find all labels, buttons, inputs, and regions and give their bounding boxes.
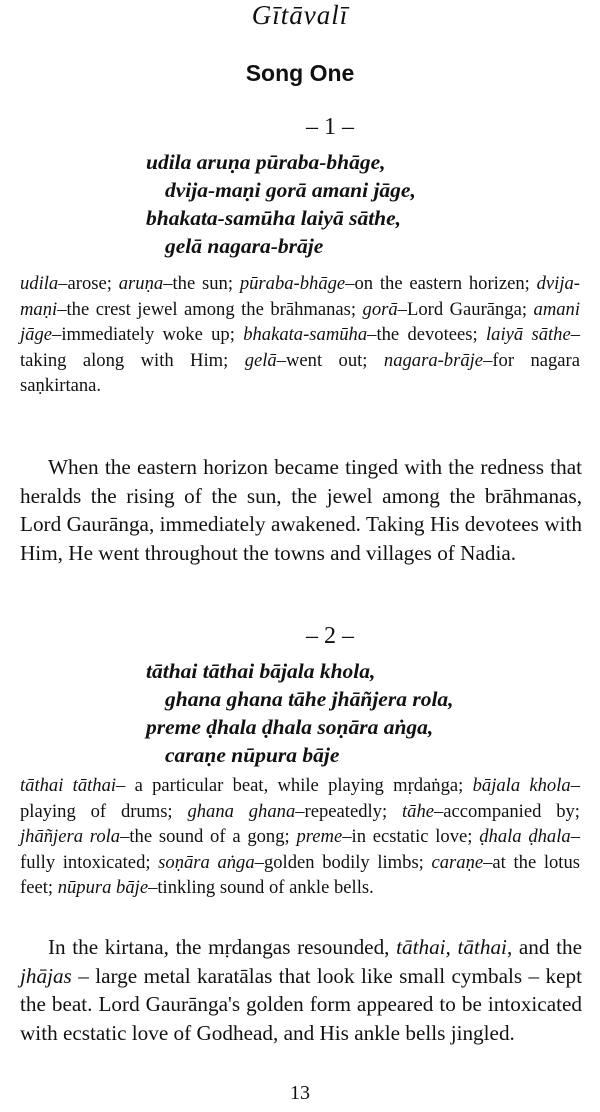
translation-run: , and the <box>506 935 582 959</box>
word-glossary <box>20 773 580 901</box>
translation-paragraph: When the eastern horizon became tinged with the redness that heralds the rising of the sun, the jewel among the brāhmanas, Lord Gaurānga, immediately awakened. Taking His devotees with Him, He went throughout the towns and villages of Nadia. <box>20 455 582 565</box>
glossary-term: pūraba-bhāge <box>239 273 346 294</box>
glossary-meaning: –at the lotus feet; <box>20 851 580 899</box>
glossary-term: tāthai tāthai <box>20 775 117 796</box>
glossary-term: bājala khola <box>472 775 571 796</box>
glossary-meaning: –went out; <box>276 349 384 371</box>
glossary-meaning: –the sound of a gong; <box>120 826 297 848</box>
running-title: Gītāvalī <box>251 0 349 30</box>
glossary-term: caraṇe <box>431 851 484 873</box>
glossary-meaning: –in ecstatic love; <box>342 826 480 848</box>
glossary-meaning: –accompanied by; <box>434 800 580 822</box>
glossary-term: jhāñjera rola <box>20 826 121 848</box>
translation-run: jhājas <box>20 963 72 988</box>
translation-paragraph <box>20 933 582 1047</box>
verse-line: caraṇe nūpura bāje <box>165 743 340 767</box>
glossary-term: gorā <box>362 298 398 320</box>
glossary-term: ghana ghana <box>187 800 296 822</box>
translation-run: tāthai, tāthai <box>396 935 507 959</box>
translation-run: – large metal karatālas that look like small cymbals – kept the beat. Lord Gaurānga's golden form appeared to be intoxicated with ecstatic love of Godhead, and His ankle bells jingled. <box>20 963 582 1045</box>
glossary-term: laiyā sāthe <box>485 324 571 346</box>
glossary-term: bhakata-samūha <box>243 324 368 346</box>
verse-line: ghana ghana tāhe jhāñjera rola, <box>165 687 454 711</box>
glossary-meaning: –repeatedly; <box>295 800 402 822</box>
glossary-term: aruṇa <box>118 273 164 294</box>
translation-run: In the kirtana, the mṛdangas resounded, <box>48 935 397 959</box>
glossary-meaning: –on the eastern horizen; <box>345 273 537 294</box>
glossary-term: soṇāra aṅga <box>158 851 255 873</box>
glossary-term: udila <box>20 273 59 294</box>
glossary-term: gelā <box>244 349 277 371</box>
glossary-meaning: –for nagara saṇkirtana. <box>20 349 580 397</box>
glossary-meaning: –playing of drums; <box>20 775 580 822</box>
glossary-meaning: –immediately woke up; <box>52 324 244 346</box>
glossary-meaning: –the crest jewel among the brāhmanas; <box>57 298 363 320</box>
glossary-term: tāhe <box>401 800 434 822</box>
glossary-meaning: – fully intoxicated; <box>20 826 580 873</box>
verse-line: tāthai tāthai bājala khola, <box>146 659 376 683</box>
word-glossary <box>20 271 580 399</box>
verse-line: preme ḍhala ḍhala soṇāra aṅga, <box>146 715 434 739</box>
verse-number: – 2 – <box>306 623 354 649</box>
glossary-meaning: –tinkling sound of ankle bells. <box>148 877 374 899</box>
verse-line: dvija-maṇi gorā amani jāge, <box>165 178 416 202</box>
verse-line: gelā nagara-brāje <box>165 234 324 258</box>
verse-line: bhakata-samūha laiyā sāthe, <box>146 206 402 230</box>
glossary-meaning: –golden bodily limbs; <box>254 851 432 873</box>
glossary-meaning: –the devotees; <box>367 324 486 346</box>
verse-text <box>146 148 416 260</box>
glossary-term: ḍhala ḍhala <box>479 826 571 848</box>
glossary-term: amani jāge <box>20 298 581 346</box>
glossary-term: nagara-brāje <box>383 349 484 371</box>
glossary-term: dvija-maṇi <box>20 273 580 320</box>
glossary-meaning: –arose; <box>58 273 119 294</box>
glossary-term: nūpura bāje <box>57 877 149 899</box>
glossary-meaning: –taking along with Him; <box>20 324 581 371</box>
verse-line: udila aruṇa pūraba-bhāge, <box>146 150 386 174</box>
glossary-meaning: –Lord Gaurānga; <box>397 298 534 320</box>
verse-text <box>146 657 454 769</box>
glossary-meaning: – a particular beat, while playing mṛdaṅga; <box>116 775 473 796</box>
page-number: 13 <box>290 1082 310 1104</box>
glossary-meaning: –the sun; <box>163 273 240 294</box>
verse-number: – 1 – <box>306 114 354 140</box>
glossary-term: preme <box>296 826 343 848</box>
song-title: Song One <box>245 60 355 86</box>
